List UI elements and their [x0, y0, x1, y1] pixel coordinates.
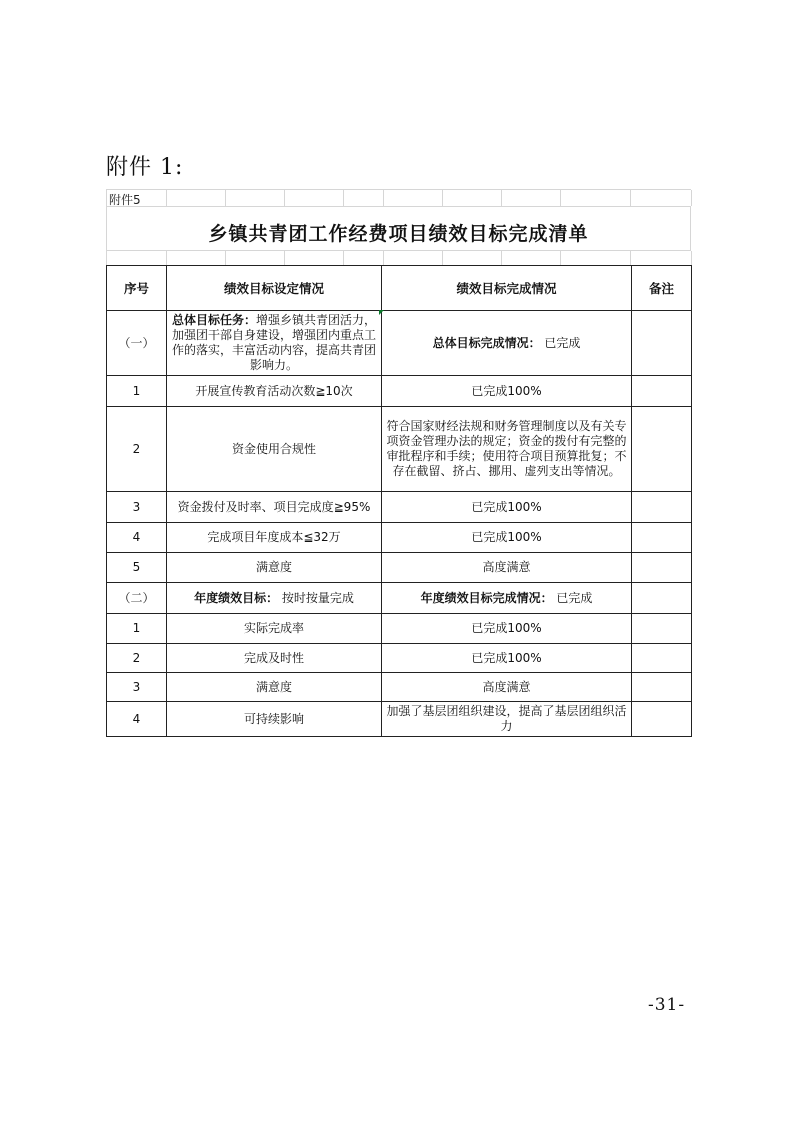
- row-done: 已完成100%: [382, 644, 632, 673]
- spreadsheet-area: [106, 189, 691, 737]
- row-done: 加强了基层团组织建设，提高了基层团组织活力: [382, 702, 632, 737]
- grid-cell: [560, 190, 631, 206]
- grid-cell: [107, 190, 167, 206]
- row-done: 已完成100%: [382, 492, 632, 523]
- header-note: 备注: [632, 266, 692, 311]
- grid-cell: [284, 190, 344, 206]
- row-seq: 3: [107, 492, 167, 523]
- cell-comment-marker: [379, 310, 384, 315]
- row-goal: 完成及时性: [167, 644, 382, 673]
- performance-table: [106, 265, 692, 737]
- section-row-overall: [107, 311, 692, 376]
- table-row: [107, 492, 692, 523]
- grid-cell: [501, 251, 561, 265]
- grid-cell: [560, 251, 631, 265]
- row-goal: 完成项目年度成本≦32万: [167, 523, 382, 553]
- section-note: [632, 583, 692, 614]
- row-goal: 资金使用合规性: [167, 407, 382, 492]
- row-note: [632, 644, 692, 673]
- section-done-label: 年度绩效目标完成情况：: [420, 590, 553, 605]
- grid-cell: [284, 251, 344, 265]
- grid-cell: [225, 251, 285, 265]
- section-note: [632, 311, 692, 376]
- grid-cell: [630, 251, 692, 265]
- section-done-text: 已完成: [556, 590, 593, 605]
- section-goal-label: 年度绩效目标：: [194, 590, 279, 605]
- grid-cell: [107, 251, 167, 265]
- sheet-title: 乡镇共青团工作经费项目绩效目标完成清单: [208, 223, 589, 245]
- row-note: [632, 523, 692, 553]
- attachment-heading: 附件 1:: [106, 155, 184, 180]
- grid-cell: [166, 251, 226, 265]
- section-seq: （一）: [107, 311, 167, 376]
- row-goal: 开展宣传教育活动次数≧10次: [167, 376, 382, 407]
- attachment-label-row: [106, 189, 691, 206]
- row-done: 符合国家财经法规和财务管理制度以及有关专项资金管理办法的规定；资金的拨付有完整的审批程序和手续；使用符合项目预算批复；不存在截留、挤占、挪用、虚列支出等情况。: [382, 407, 632, 492]
- section-goal-label: 总体目标任务：: [171, 313, 256, 327]
- row-done: 高度满意: [382, 673, 632, 702]
- grid-cell: [166, 190, 226, 206]
- section-done-cell: [382, 311, 632, 376]
- row-seq: 4: [107, 702, 167, 737]
- table-row: [107, 644, 692, 673]
- row-seq: 1: [107, 614, 167, 644]
- header-seq: 序号: [107, 266, 167, 311]
- row-note: [632, 376, 692, 407]
- section-done-cell: [382, 583, 632, 614]
- grid-cell: [442, 251, 502, 265]
- grid-cell: [343, 190, 384, 206]
- row-note: [632, 673, 692, 702]
- section-done-text: 已完成: [544, 335, 581, 350]
- row-done: 高度满意: [382, 553, 632, 583]
- row-note: [632, 614, 692, 644]
- grid-cell: [383, 190, 443, 206]
- attachment-label: 附件5: [109, 193, 141, 207]
- section-done-label: 总体目标完成情况：: [432, 335, 541, 350]
- grid-cell: [501, 190, 561, 206]
- section-row-annual: [107, 583, 692, 614]
- row-goal: 资金拨付及时率、项目完成度≧95%: [167, 492, 382, 523]
- row-seq: 3: [107, 673, 167, 702]
- page-number: -31-: [648, 995, 686, 1015]
- section-goal-text: 按时按量完成: [281, 590, 354, 605]
- section-goal-cell: [167, 311, 382, 376]
- section-goal-cell: [167, 583, 382, 614]
- table-row: [107, 523, 692, 553]
- row-seq: 2: [107, 407, 167, 492]
- row-note: [632, 553, 692, 583]
- spacer-row: [106, 250, 691, 265]
- row-done: 已完成100%: [382, 523, 632, 553]
- row-goal: 实际完成率: [167, 614, 382, 644]
- row-done: 已完成100%: [382, 376, 632, 407]
- section-goal-text: 增强乡镇共青团活力，加强团干部自身建设，增强团内重点工作的落实，丰富活动内容，提高共青团影响力。: [171, 313, 377, 372]
- row-seq: 2: [107, 644, 167, 673]
- row-seq: 5: [107, 553, 167, 583]
- row-note: [632, 702, 692, 737]
- grid-cell: [225, 190, 285, 206]
- table-row: [107, 407, 692, 492]
- row-note: [632, 492, 692, 523]
- section-seq: （二）: [107, 583, 167, 614]
- grid-cell: [343, 251, 384, 265]
- title-row: [106, 206, 691, 250]
- table-row: [107, 553, 692, 583]
- row-goal: 满意度: [167, 673, 382, 702]
- grid-cell: [442, 190, 502, 206]
- table-header-row: [107, 266, 692, 311]
- row-goal: 满意度: [167, 553, 382, 583]
- row-seq: 4: [107, 523, 167, 553]
- table-row: [107, 702, 692, 737]
- table-row: [107, 673, 692, 702]
- table-row: [107, 376, 692, 407]
- row-done: 已完成100%: [382, 614, 632, 644]
- header-goal: 绩效目标设定情况: [167, 266, 382, 311]
- grid-cell: [630, 190, 692, 206]
- table-row: [107, 614, 692, 644]
- row-note: [632, 407, 692, 492]
- header-done: 绩效目标完成情况: [382, 266, 632, 311]
- row-goal: 可持续影响: [167, 702, 382, 737]
- row-seq: 1: [107, 376, 167, 407]
- grid-cell: [383, 251, 443, 265]
